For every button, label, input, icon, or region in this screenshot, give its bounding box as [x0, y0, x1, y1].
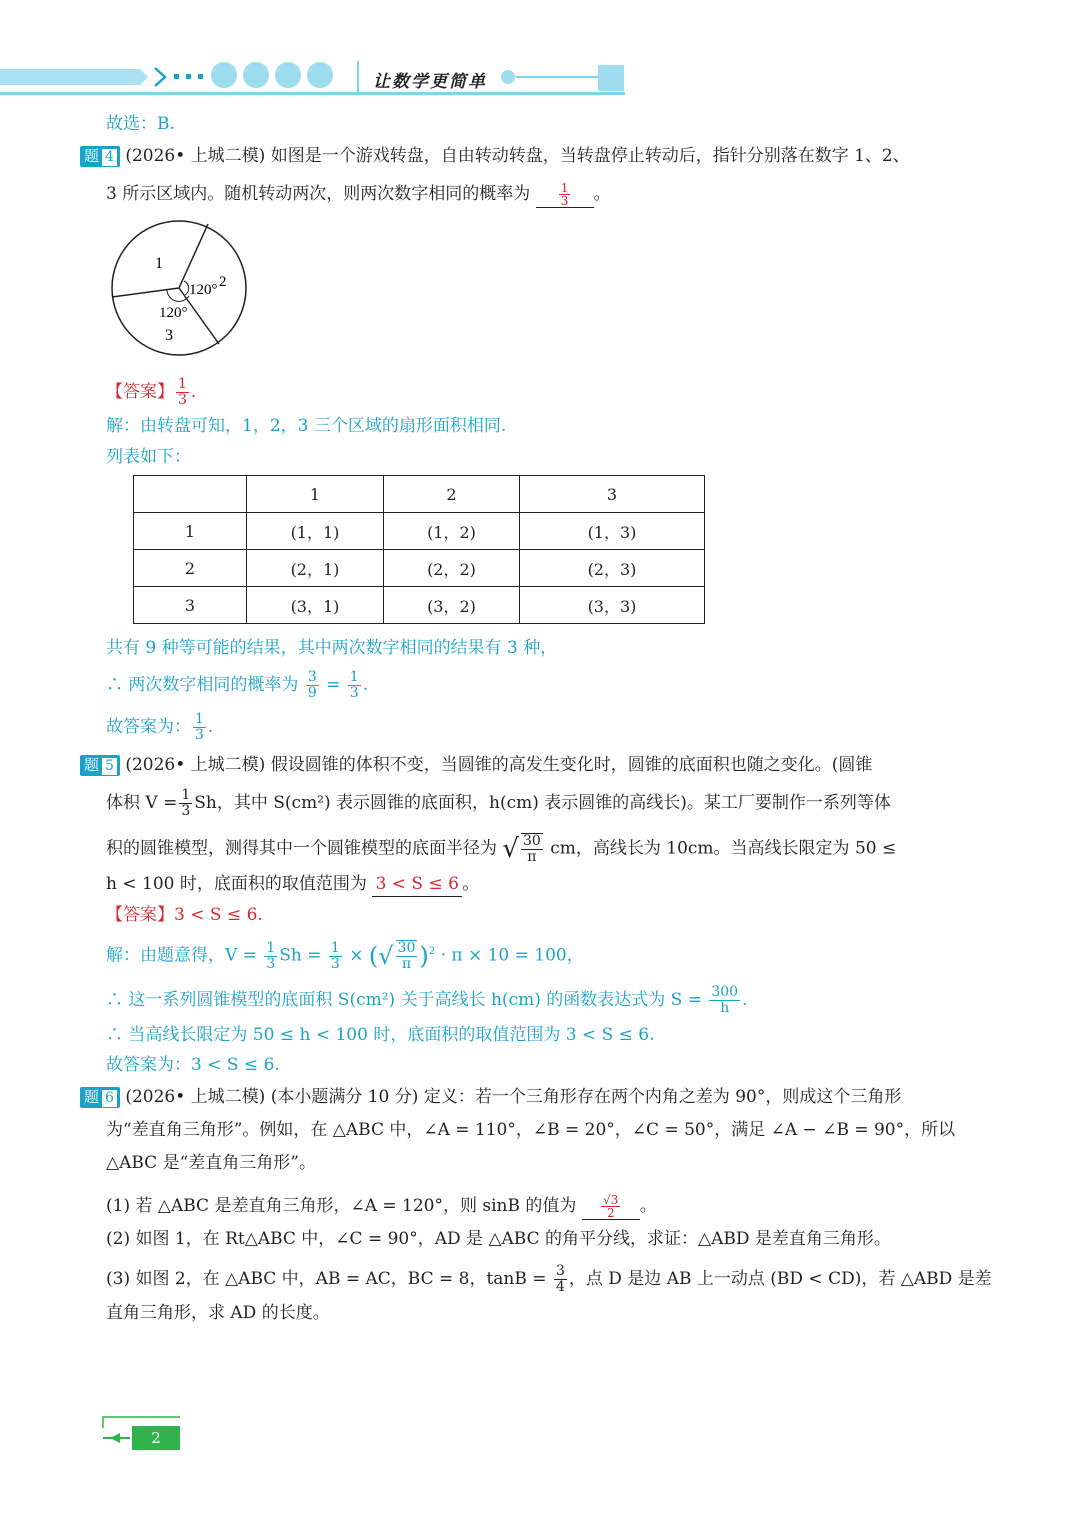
q6-part1-end: 。	[639, 1196, 657, 1216]
q4-sol4-text: ∴ 两次数字相同的概率为	[106, 675, 299, 695]
table-cell: (1，2)	[384, 513, 520, 550]
frac-num: 1	[181, 787, 191, 803]
table-cell: 3	[520, 476, 705, 513]
table-row	[134, 513, 705, 550]
q5-text-line3a: 积的圆锥模型，测得其中一个圆锥模型的底面半径为	[106, 838, 497, 859]
q5-line2	[106, 788, 891, 819]
q5-text-line1: (2026• 上城二模) 假设圆锥的体积不变，当圆锥的高发生变化时，圆锥的底面积也随之变化。(圆锥	[125, 755, 873, 775]
wheel-label-1: 1	[155, 255, 163, 272]
q6-answer-blank	[582, 1194, 640, 1220]
wheel-label-3: 3	[165, 327, 173, 344]
q6-part3	[106, 1264, 992, 1295]
prev-conclusion: 故选：B.	[106, 114, 175, 134]
q4-line1	[80, 144, 910, 168]
sqrt-expression: √ $\frac{30}{\pi}$	[502, 833, 541, 865]
q5-line1	[80, 753, 872, 777]
angle-arc-b	[167, 290, 189, 301]
page-footer	[100, 1414, 184, 1454]
q5-sol1-sh: Sh =	[279, 945, 322, 966]
frac-den: 4	[555, 1279, 565, 1295]
wheel-label-2: 2	[219, 274, 227, 290]
frac-den: 3	[266, 955, 276, 972]
q5-solution-3: ∴ 当高线长限定为 50 ≤ h < 100 时，底面积的取值范围为 3 < S ≤ 6.	[106, 1025, 655, 1045]
q5-answer	[106, 903, 263, 927]
q5-solution-4: 故答案为：3 < S ≤ 6.	[106, 1055, 280, 1075]
q6-part3-text: (3) 如图 2，在 △ABC 中，AB = AC，BC = 8，tanB =	[106, 1269, 547, 1289]
q5-sol1-text: 解：由题意得，V =	[106, 945, 257, 966]
q4-line2	[106, 182, 611, 208]
q6-part1	[106, 1194, 657, 1220]
wheel-divider-1	[179, 224, 208, 288]
frac-num: 30	[522, 833, 541, 849]
question-tag: 题 6	[80, 1087, 120, 1108]
table-cell: (2，3)	[520, 550, 705, 587]
question-tag: 题 5	[80, 755, 120, 776]
header-slogan: 让数学更简单	[373, 72, 487, 92]
table-cell: (2，2)	[384, 550, 520, 587]
q6-part3-cont: 直角三角形，求 AD 的长度。	[106, 1303, 330, 1323]
table-cell: 2	[134, 550, 247, 587]
table-cell	[134, 476, 247, 513]
frac-den: π	[527, 849, 537, 865]
frac-num: 1	[195, 711, 204, 727]
table-row	[134, 550, 705, 587]
table-cell: 2	[384, 476, 520, 513]
answer-label: 【答案】	[106, 905, 174, 925]
q6-line1	[80, 1085, 901, 1109]
q4-answer-num: 1	[178, 376, 187, 392]
q5-text-line4a: h < 100 时，底面积的取值范围为	[106, 874, 367, 894]
q4-answer-tail: .	[190, 382, 197, 402]
q4-blank-den: 3	[560, 194, 569, 208]
header-decoration	[0, 55, 640, 100]
frac-den: π	[401, 956, 412, 973]
q5-solution-1: 解：由题意得，V = $\frac{1}{3}$ Sh = $\frac{1}{3}$ × (√ $\frac{30}{\pi}$ )$^2$ · π × 10 = 100，	[106, 939, 584, 973]
q6-line3: △ABC 是“差直角三角形”。	[106, 1153, 316, 1173]
q6-line2: 为“差直角三角形”。例如，在 △ABC 中，∠A = 110°，∠B = 20°，∠C = 50°，满足 ∠A − ∠B = 90°，所以	[106, 1120, 956, 1140]
q6-text-line1: (2026• 上城二模) (本小题满分 10 分) 定义：若一个三角形存在两个内角之差为 90°，则成这个三角形	[125, 1087, 902, 1107]
frac-num: 1	[330, 939, 340, 956]
question-number: 5	[101, 757, 118, 776]
q4-sol4-tail: .	[362, 675, 369, 695]
frac-num: 1	[349, 669, 359, 685]
equals-sign: =	[326, 675, 341, 695]
q4-solution-2: 列表如下：	[106, 447, 191, 467]
question-number: 4	[101, 148, 118, 167]
q4-text-line1: (2026• 上城二模) 如图是一个游戏转盘，自由转动转盘，当转盘停止转动后，指针分别落在数字 1、2、	[125, 146, 910, 166]
q5-answer-blank: 3 < S ≤ 6	[372, 872, 462, 897]
q6-part3-text-b: ，点 D 是边 AB 上一动点 (BD < CD)，若 △ABD 是差	[568, 1269, 992, 1289]
frac-num: 3	[555, 1263, 565, 1279]
q4-solution-3: 共有 9 种等可能的结果，其中两次数字相同的结果有 3 种，	[106, 638, 558, 658]
wheel-angle-b: 120°	[159, 305, 188, 321]
q4-sol5-tail: .	[207, 717, 214, 737]
frac-num: 300	[711, 984, 739, 1000]
q6-part1-text: (1) 若 △ABC 是差直角三角形，∠A = 120°，则 sinB 的值为	[106, 1196, 577, 1216]
q4-blank-num: 1	[560, 181, 569, 195]
q5-line4	[106, 872, 479, 897]
table-cell: (1，1)	[247, 513, 384, 550]
q5-text-line2b: Sh，其中 S(cm²) 表示圆锥的底面积，h(cm) 表示圆锥的高线长)。某工厂要制作一系列等体	[194, 793, 891, 813]
q4-answer-den: 3	[178, 392, 187, 408]
q5-text-end: 。	[462, 874, 480, 894]
table-header-row	[134, 476, 705, 513]
frac-num: 1	[266, 939, 276, 956]
frac-num: √3	[603, 1193, 619, 1207]
frac-den: 3	[195, 727, 204, 743]
table-cell: (3，3)	[520, 587, 705, 624]
q4-text-line2: 3 所示区域内。随机转动两次，则两次数字相同的概率为	[106, 184, 531, 204]
frac-den: 3	[330, 955, 340, 972]
question-number: 6	[101, 1089, 118, 1108]
q4-solution-5	[106, 712, 213, 743]
q5-sol1-tail: · π × 10 = 100，	[440, 945, 584, 966]
page-header	[0, 55, 640, 100]
q5-text-line2a: 体积 V =	[106, 793, 178, 813]
q5-sol2-text: ∴ 这一系列圆锥模型的底面积 S(cm²) 关于高线长 h(cm) 的函数表达式为 S =	[106, 990, 702, 1010]
spinner-wheel-figure	[105, 218, 255, 358]
table-cell: (3，1)	[247, 587, 384, 624]
q5-line3	[106, 833, 896, 865]
table-cell: 1	[247, 476, 384, 513]
q4-text-end: 。	[593, 184, 611, 204]
q4-sol5-text: 故答案为：	[106, 717, 191, 737]
frac-den: 2	[606, 1206, 615, 1220]
frac-den: 3	[349, 685, 359, 701]
times-sign: ×	[349, 945, 364, 966]
answer-label: 【答案】	[106, 382, 174, 402]
table-cell: (3，2)	[384, 587, 520, 624]
frac-den: 3	[181, 803, 191, 819]
q6-part2: (2) 如图 1，在 Rt△ABC 中，∠C = 90°，AD 是 △ABC 的角平分线，求证：△ABD 是差直角三角形。	[106, 1229, 891, 1249]
wheel-angle-a: 120°	[189, 282, 218, 298]
q5-text-line3b: cm，高线长为 10cm。当高线长限定为 50 ≤	[550, 838, 897, 859]
table-cell: (1，3)	[520, 513, 705, 550]
outcome-table	[133, 475, 705, 624]
angle-arc-a	[184, 281, 189, 295]
frac-num: 30	[397, 940, 416, 957]
q4-answer	[106, 377, 196, 408]
q5-solution-2	[106, 985, 747, 1016]
q4-solution-1: 解：由转盘可知，1，2，3 三个区域的扇形面积相同.	[106, 416, 507, 436]
q5-answer-value: 3 < S ≤ 6.	[174, 905, 263, 925]
table-cell: (2，1)	[247, 550, 384, 587]
table-cell: 1	[134, 513, 247, 550]
page-number: 2	[151, 1429, 161, 1447]
frac-num: 3	[307, 669, 317, 685]
q4-solution-4	[106, 670, 368, 701]
frac-den: h	[720, 1000, 730, 1016]
question-tag: 题 4	[80, 146, 120, 167]
frac-den: 9	[307, 685, 317, 701]
q4-answer-blank	[536, 182, 594, 208]
table-cell: 3	[134, 587, 247, 624]
q5-sol2-tail: .	[742, 990, 748, 1010]
exponent: 2	[428, 946, 436, 957]
table-row	[134, 587, 705, 624]
